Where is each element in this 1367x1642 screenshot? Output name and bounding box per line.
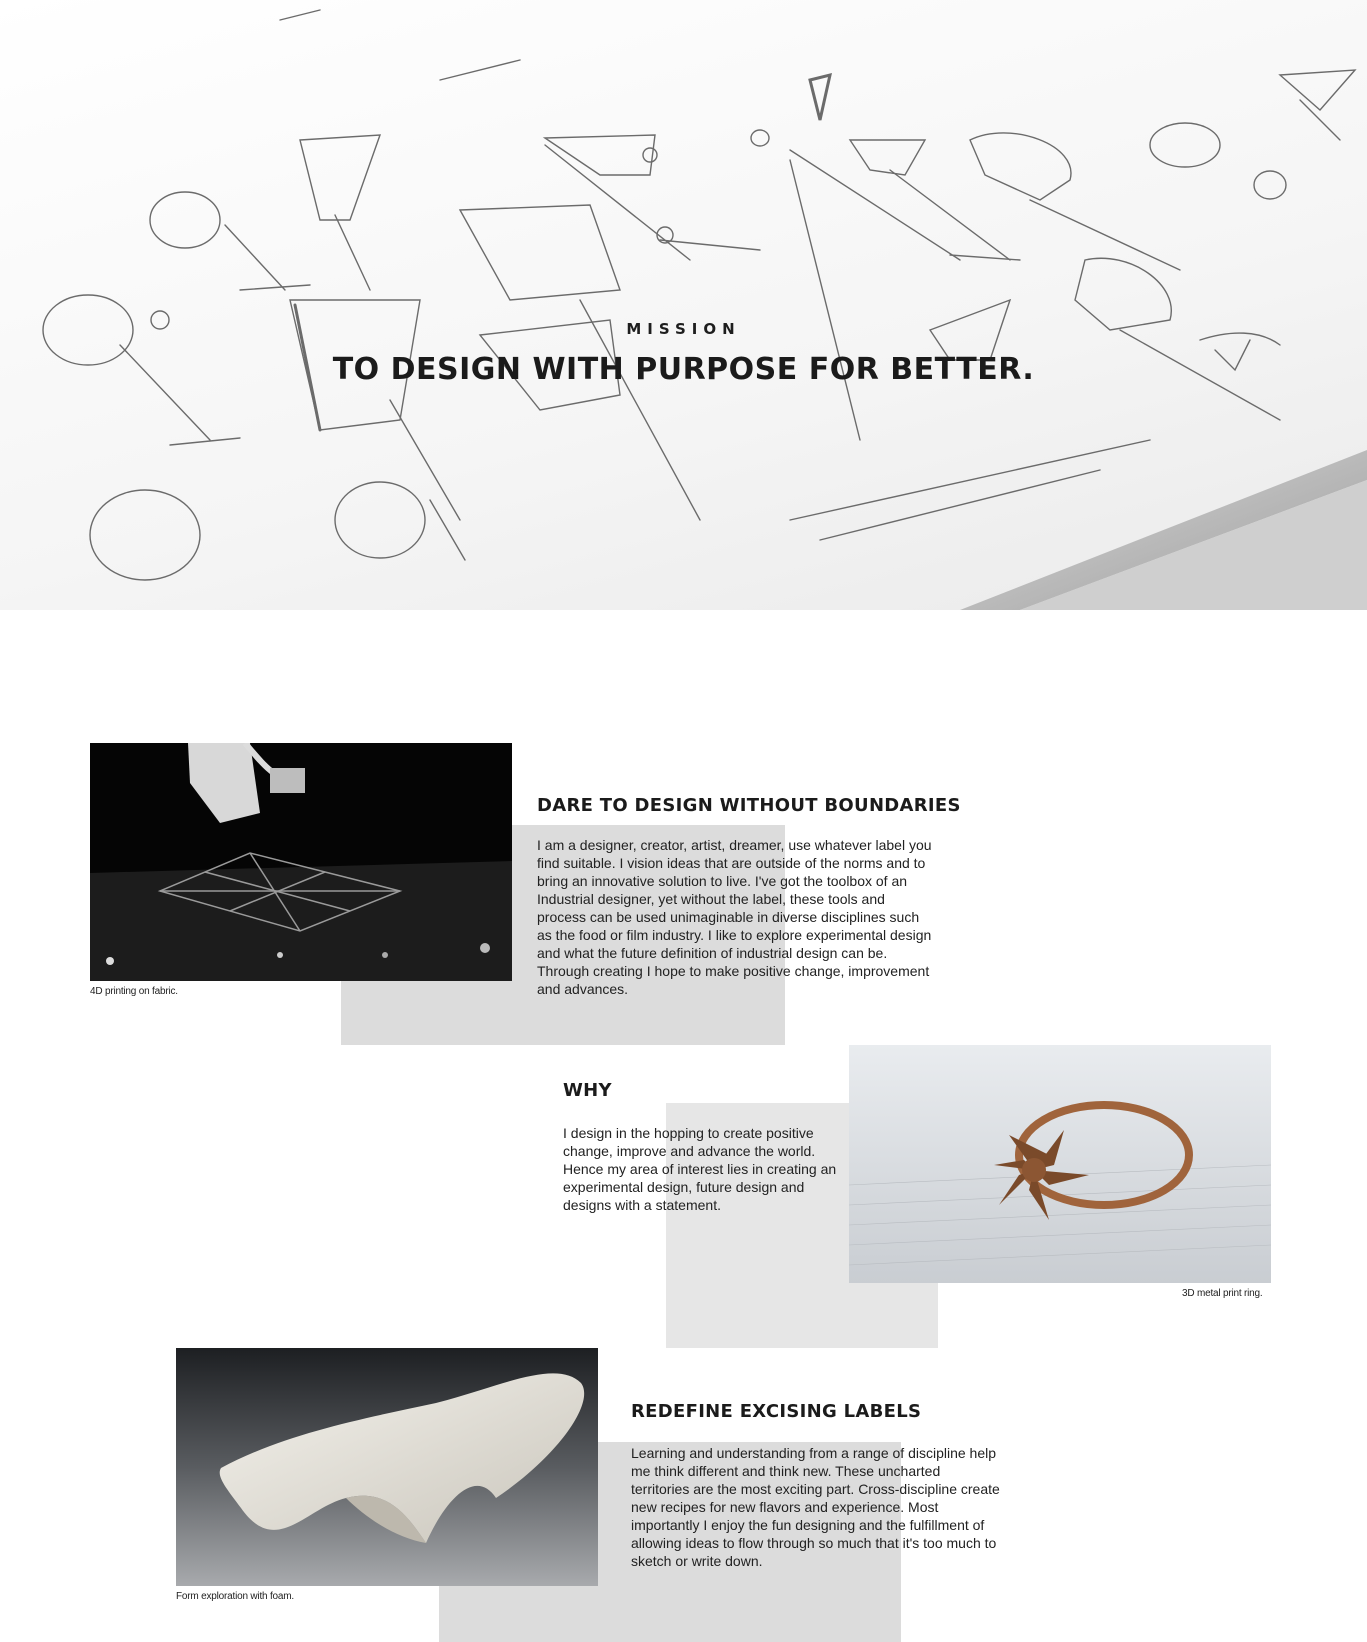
section-2-photo	[849, 1045, 1271, 1283]
hero-banner	[0, 0, 1367, 610]
section-3-body: Learning and understanding from a range of discipline help me think different and think new. These uncharted territories are the most exciting part. Cross-discipline create new recipes for new flavors and experience. Most importantly I enjoy the fun designing and the fulfillment of allowing ideas to flow through so much that it's too much to sketch or write down.	[631, 1445, 1000, 1569]
section-3-photo-caption: Form exploration with foam.	[176, 1591, 294, 1602]
section-2-body: I design in the hopping to create positive change, improve and advance the world. Hence my area of interest lies in creating an experimental design, future design and designs with a statement.	[563, 1125, 837, 1213]
section-1-title: DARE TO DESIGN WITHOUT BOUNDARIES	[537, 795, 961, 816]
section-2-photo-caption: 3D metal print ring.	[1182, 1288, 1263, 1299]
section-3-title: REDEFINE EXCISING LABELS	[631, 1401, 922, 1422]
section-1-body: I am a designer, creator, artist, dreamer, use whatever label you find suitable. I vision ideas that are outside of the norms and to bring an innovative solution to live. I've got the toolbox of an Industrial designer, yet without the label, these tools and process can be used unimaginable in diverse disciplines such as the food or film industry. I like to explore experimental design and what the future definition of industrial design can be. Through creating I hope to make positive change, improvement and advances.	[537, 837, 932, 997]
section-1-photo	[90, 743, 512, 981]
section-3-photo	[176, 1348, 598, 1586]
mission-heading: TO DESIGN WITH PURPOSE FOR BETTER.	[332, 352, 1035, 387]
section-1-photo-caption: 4D printing on fabric.	[90, 986, 178, 997]
mission-kicker: MISSION	[626, 320, 741, 338]
hero-sketch-illustration	[0, 0, 1367, 610]
section-2-title: WHY	[563, 1080, 612, 1101]
